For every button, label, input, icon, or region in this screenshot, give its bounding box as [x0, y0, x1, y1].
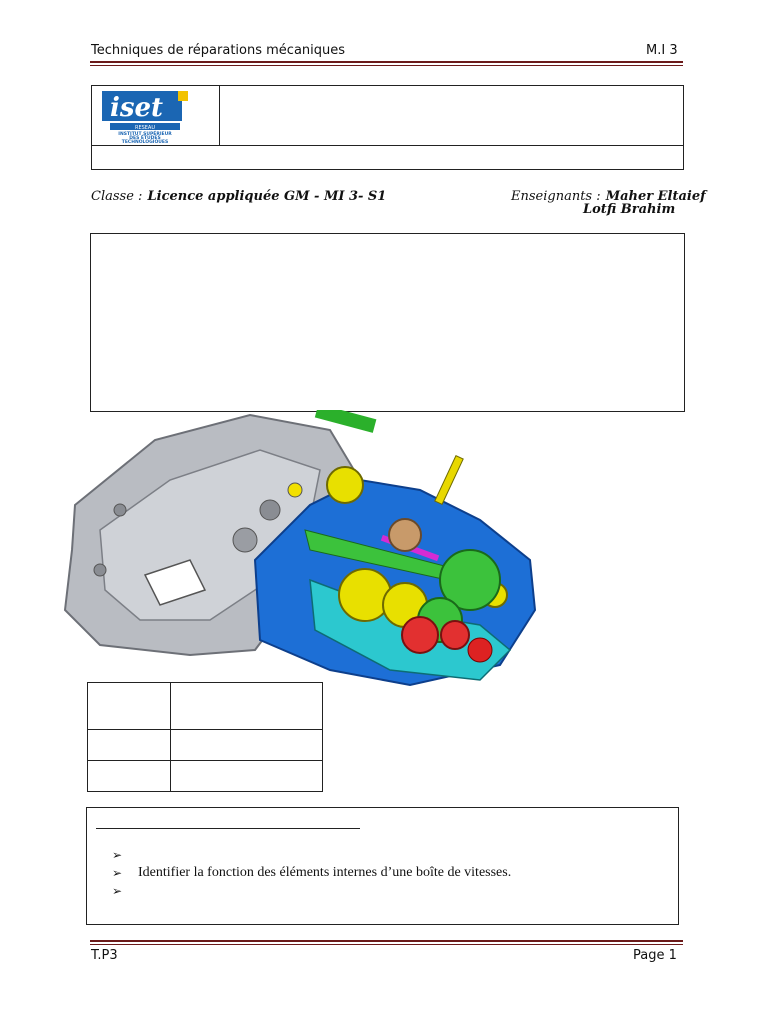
table-cell: [88, 683, 171, 730]
list-item: [112, 846, 662, 864]
logo-lettering: iset: [110, 93, 164, 123]
class-label: Classe :: [91, 189, 143, 204]
svg-text:INSTITUT SUPÉRIEUR: INSTITUT SUPÉRIEUR: [118, 132, 172, 137]
header-code: M.I 3: [646, 43, 678, 58]
class-value: Licence appliquée GM - MI 3- S1: [147, 189, 387, 204]
page-number: Page 1: [633, 948, 677, 963]
identification-box: [91, 85, 684, 170]
arrow-bullet-icon: ➢: [112, 847, 123, 862]
list-item: [112, 882, 662, 900]
teacher-2: Lotfi Brahim: [583, 202, 676, 217]
objectives-box: [86, 807, 679, 925]
objective-text: Identifier la fonction des éléments internes d’une boîte de vitesses.: [138, 865, 512, 880]
table-cell: [171, 730, 323, 761]
table-cell: [171, 761, 323, 792]
title-box: [90, 233, 685, 412]
objectives-title-underline: [96, 828, 360, 829]
footer-left: T.P3: [91, 948, 118, 963]
svg-text:RESEAU: RESEAU: [134, 125, 156, 131]
table-cell: [171, 683, 323, 730]
gearbox-image: [60, 410, 540, 690]
objectives-list: [112, 846, 662, 900]
gearbox-cutaway-icon: [60, 410, 540, 690]
teachers-label: Enseignants :: [511, 189, 601, 204]
teacher-1: Maher Eltaief: [605, 189, 706, 204]
table-cell: [88, 761, 171, 792]
header-rule: [90, 61, 683, 66]
arrow-bullet-icon: ➢: [112, 865, 123, 880]
list-item: [112, 864, 662, 882]
table-cell: [88, 730, 171, 761]
footer-rule: [90, 940, 683, 945]
class-line: [91, 185, 386, 204]
iset-logo: [100, 89, 210, 143]
svg-text:DES ÉTUDES: DES ÉTUDES: [129, 136, 161, 141]
info-table: [87, 682, 323, 792]
header-title: Techniques de réparations mécaniques: [91, 43, 346, 58]
arrow-bullet-icon: ➢: [112, 883, 123, 898]
svg-text:TECHNOLOGIQUES: TECHNOLOGIQUES: [121, 140, 169, 143]
